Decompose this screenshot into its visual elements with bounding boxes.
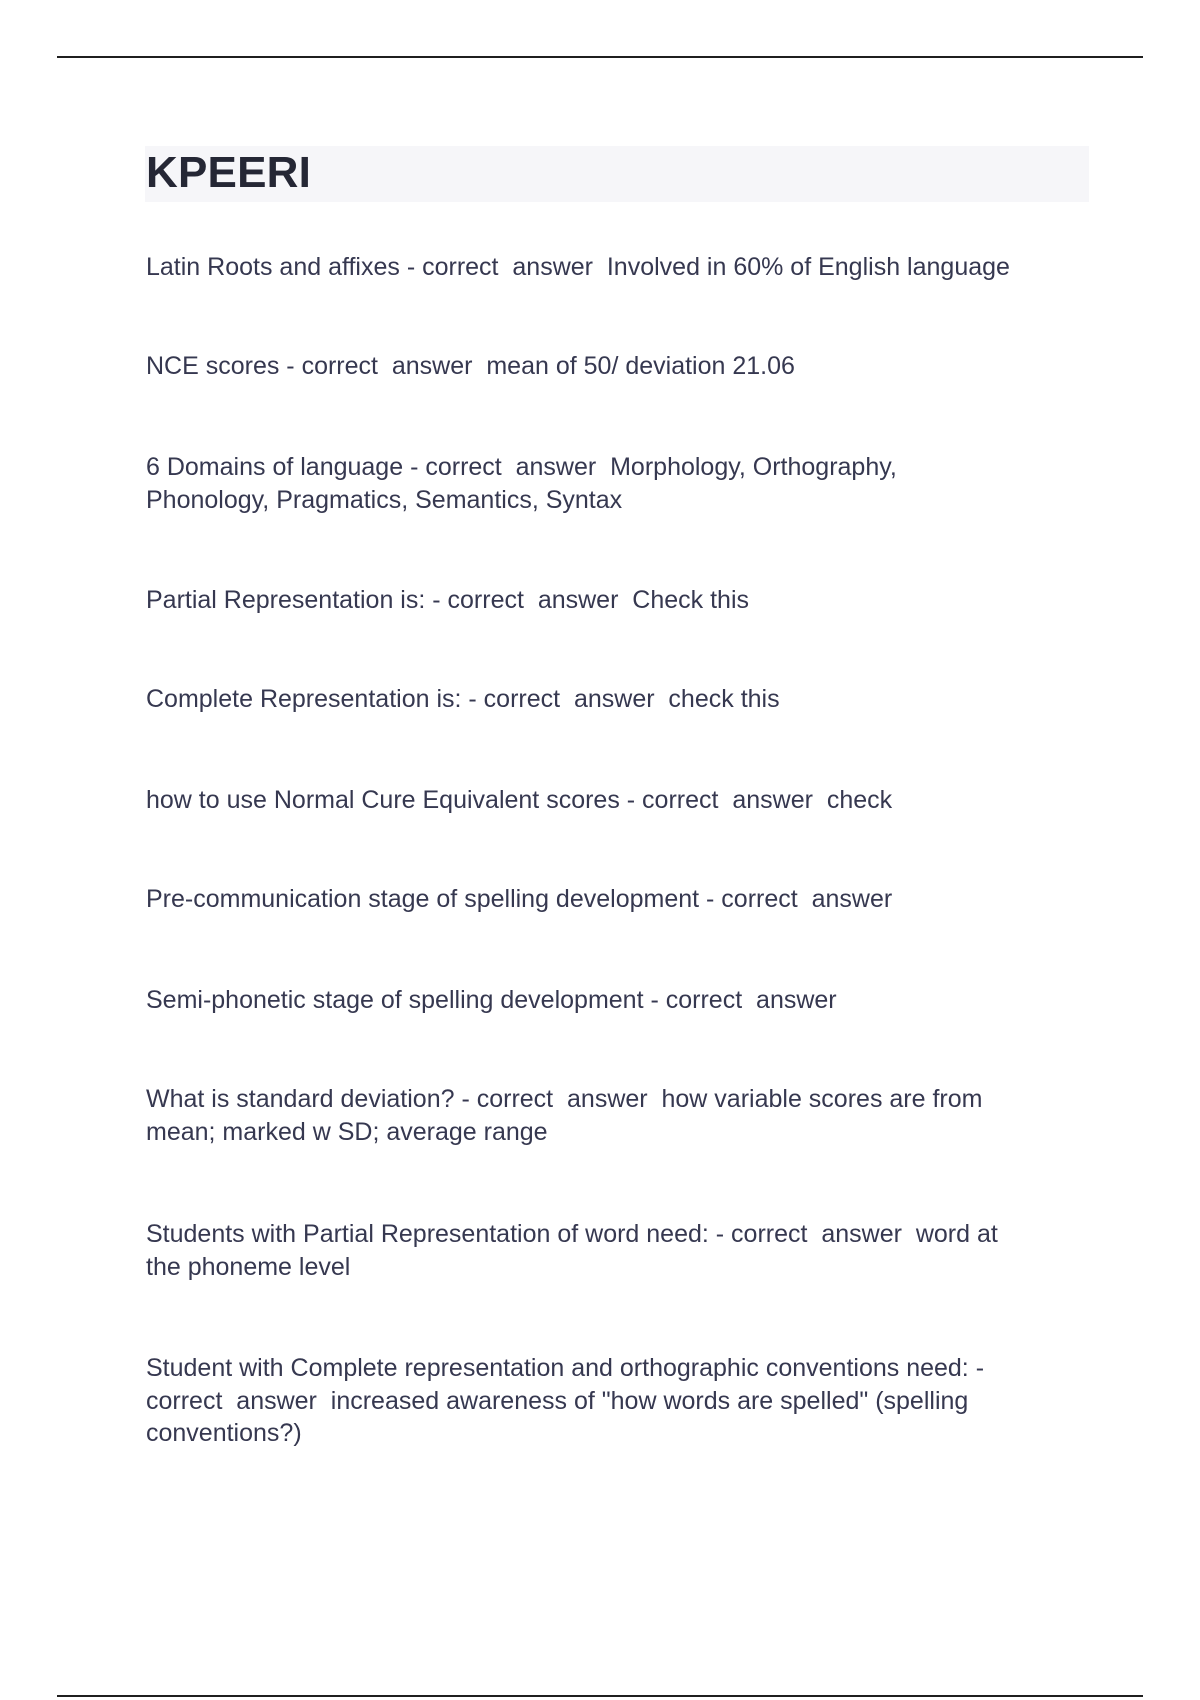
flashcard-entry-complete-representation-needs: Student with Complete representation and orthographic conventions need: - correct answer increased awareness of "how words are spelled" (spelling conventions?) — [146, 1354, 985, 1447]
flashcard-entry-latin-roots: Latin Roots and affixes - correct answer Involved in 60% of English language — [146, 253, 1010, 281]
flashcard-entry-semi-phonetic-stage: Semi-phonetic stage of spelling development - correct answer — [146, 986, 837, 1014]
page-title: KPEERI — [146, 148, 312, 197]
flashcard-entry-standard-deviation: What is standard deviation? - correct answer how variable scores are from mean; marked w SD; average range — [146, 1085, 983, 1146]
top-rule — [57, 56, 1143, 58]
bottom-rule — [57, 1695, 1143, 1697]
flashcard-entry-domains-of-language: 6 Domains of language - correct answer Morphology, Orthography, Phonology, Pragmatics, Semantics, Syntax — [146, 453, 897, 514]
flashcard-entry-complete-representation: Complete Representation is: - correct answer check this — [146, 685, 780, 713]
flashcard-entry-nce-usage: how to use Normal Cure Equivalent scores - correct answer check — [146, 786, 893, 814]
flashcard-entry-partial-representation: Partial Representation is: - correct answer Check this — [146, 586, 750, 614]
flashcard-entry-nce-scores: NCE scores - correct answer mean of 50/ deviation 21.06 — [146, 352, 795, 380]
flashcard-entry-pre-communication-stage: Pre-communication stage of spelling development - correct answer — [146, 885, 893, 913]
flashcard-entry-partial-representation-needs: Students with Partial Representation of word need: - correct answer word at the phoneme level — [146, 1220, 998, 1281]
